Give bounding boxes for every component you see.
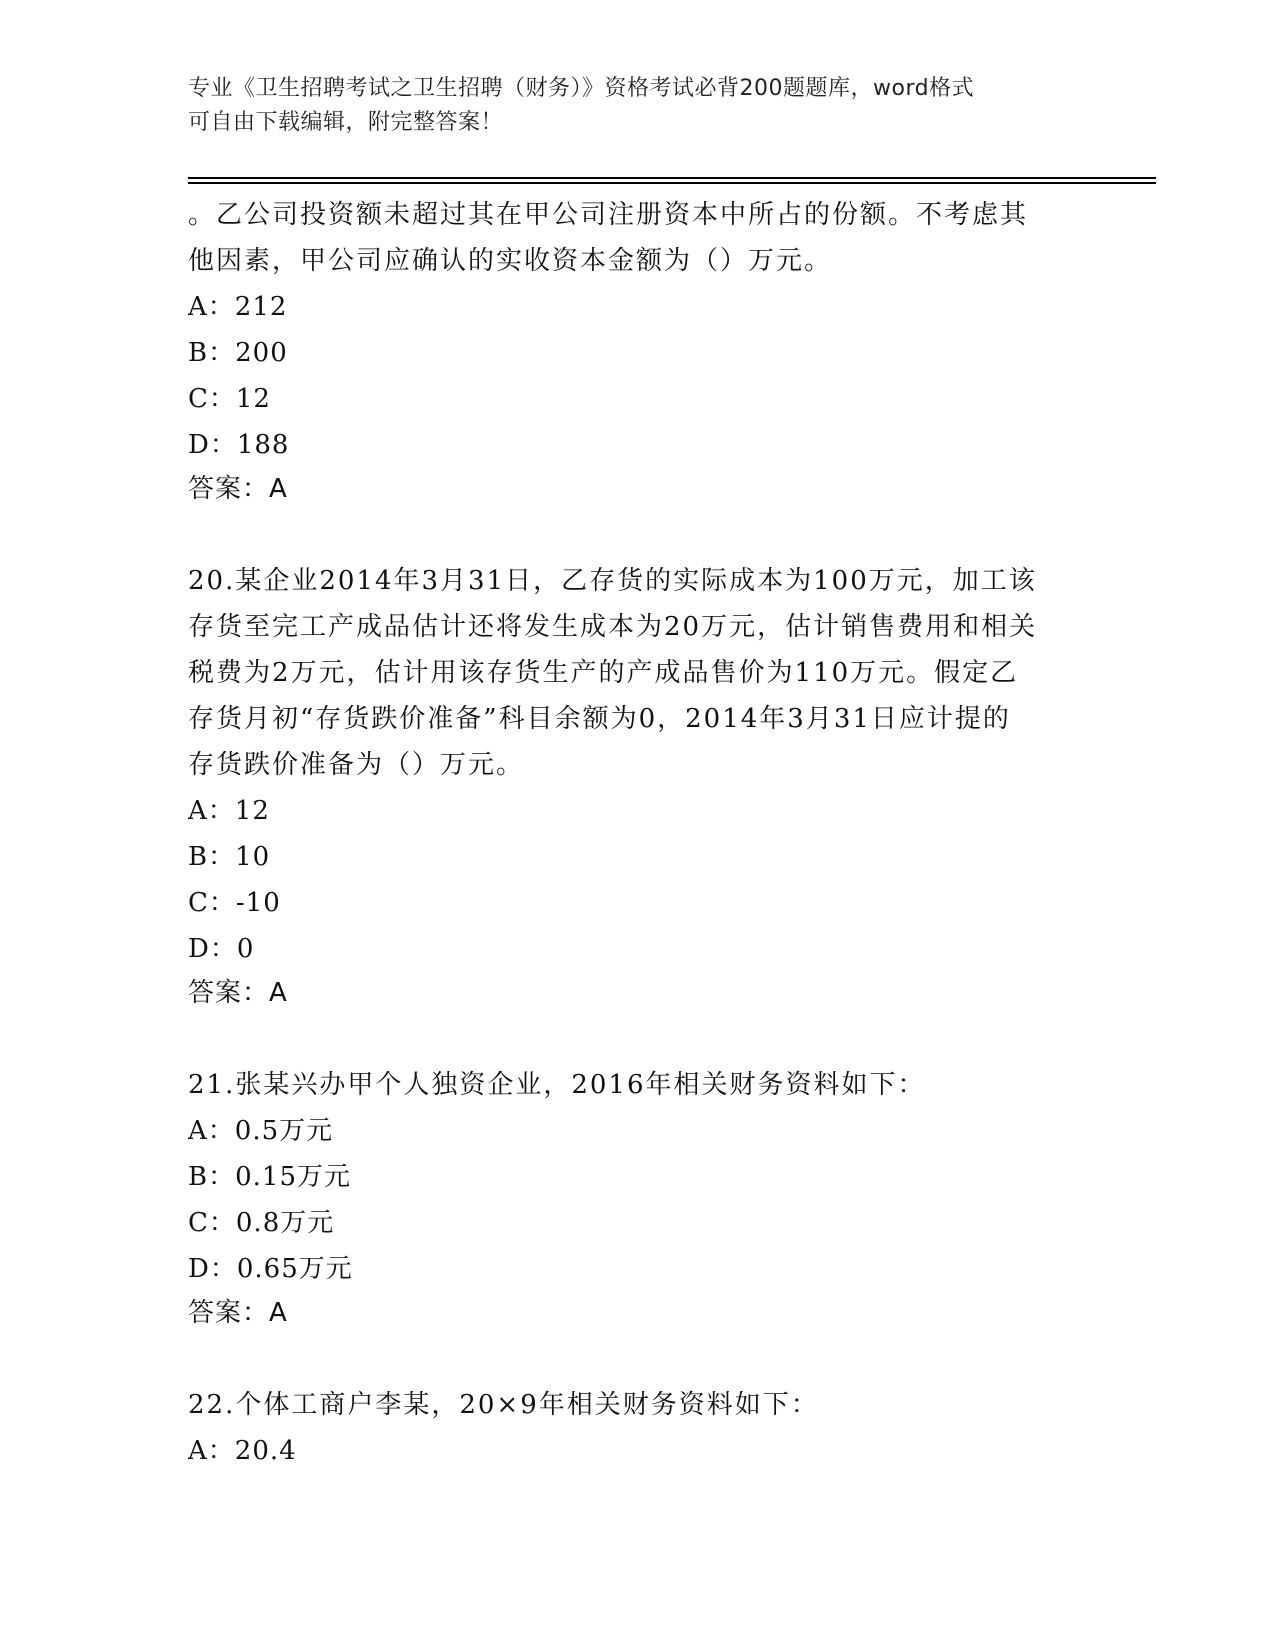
header-line-1: 专业《卫生招聘考试之卫生招聘（财务）》资格考试必背200题题库，word格式	[188, 76, 975, 101]
option-b: B：10	[188, 842, 271, 872]
question-text-line: 。乙公司投资额未超过其在甲公司注册资本中所占的份额。不考虑其	[188, 200, 1029, 230]
spacer	[188, 1014, 1088, 1062]
option-a: A：12	[188, 796, 270, 826]
option-b: B：200	[188, 338, 288, 368]
spacer	[188, 1334, 1088, 1382]
option-a: A：0.5万元	[188, 1116, 334, 1146]
document-body	[188, 192, 1088, 1474]
question-20	[188, 558, 1088, 1014]
question-22	[188, 1382, 1088, 1474]
document-header	[188, 72, 1068, 140]
question-text-line: 22.个体工商户李某，20×9年相关财务资料如下：	[188, 1390, 819, 1420]
header-line-2: 可自由下载编辑，附完整答案！	[188, 110, 504, 135]
question-21	[188, 1062, 1088, 1334]
option-c: C：-10	[188, 888, 281, 918]
question-text-line: 21.张某兴办甲个人独资企业，2016年相关财务资料如下：	[188, 1070, 926, 1100]
option-a: A：212	[188, 292, 288, 322]
question-text-line: 存货跌价准备为（）万元。	[188, 750, 525, 780]
answer: 答案：A	[188, 978, 288, 1008]
question-text-line: 20.某企业2014年3月31日，乙存货的实际成本为100万元，加工该	[188, 566, 1037, 596]
option-c: C：0.8万元	[188, 1208, 335, 1238]
option-c: C：12	[188, 384, 271, 414]
answer: 答案：A	[188, 1298, 288, 1328]
question-text-line: 存货月初“存货跌价准备”科目余额为0，2014年3月31日应计提的	[188, 704, 1011, 734]
question-text-line: 存货至完工产成品估计还将发生成本为20万元，估计销售费用和相关	[188, 612, 1038, 642]
option-d: D：0	[188, 934, 255, 964]
option-d: D：0.65万元	[188, 1254, 353, 1284]
header-divider-bottom	[188, 182, 1156, 184]
option-a: A：20.4	[188, 1436, 297, 1466]
question-19	[188, 192, 1088, 510]
answer: 答案：A	[188, 474, 288, 504]
spacer	[188, 510, 1088, 558]
option-b: B：0.15万元	[188, 1162, 351, 1192]
header-divider-top	[188, 177, 1156, 179]
question-text-line: 他因素，甲公司应确认的实收资本金额为（）万元。	[188, 246, 833, 276]
option-d: D：188	[188, 430, 290, 460]
question-text-line: 税费为2万元，估计用该存货生产的产成品售价为110万元。假定乙	[188, 658, 1019, 688]
